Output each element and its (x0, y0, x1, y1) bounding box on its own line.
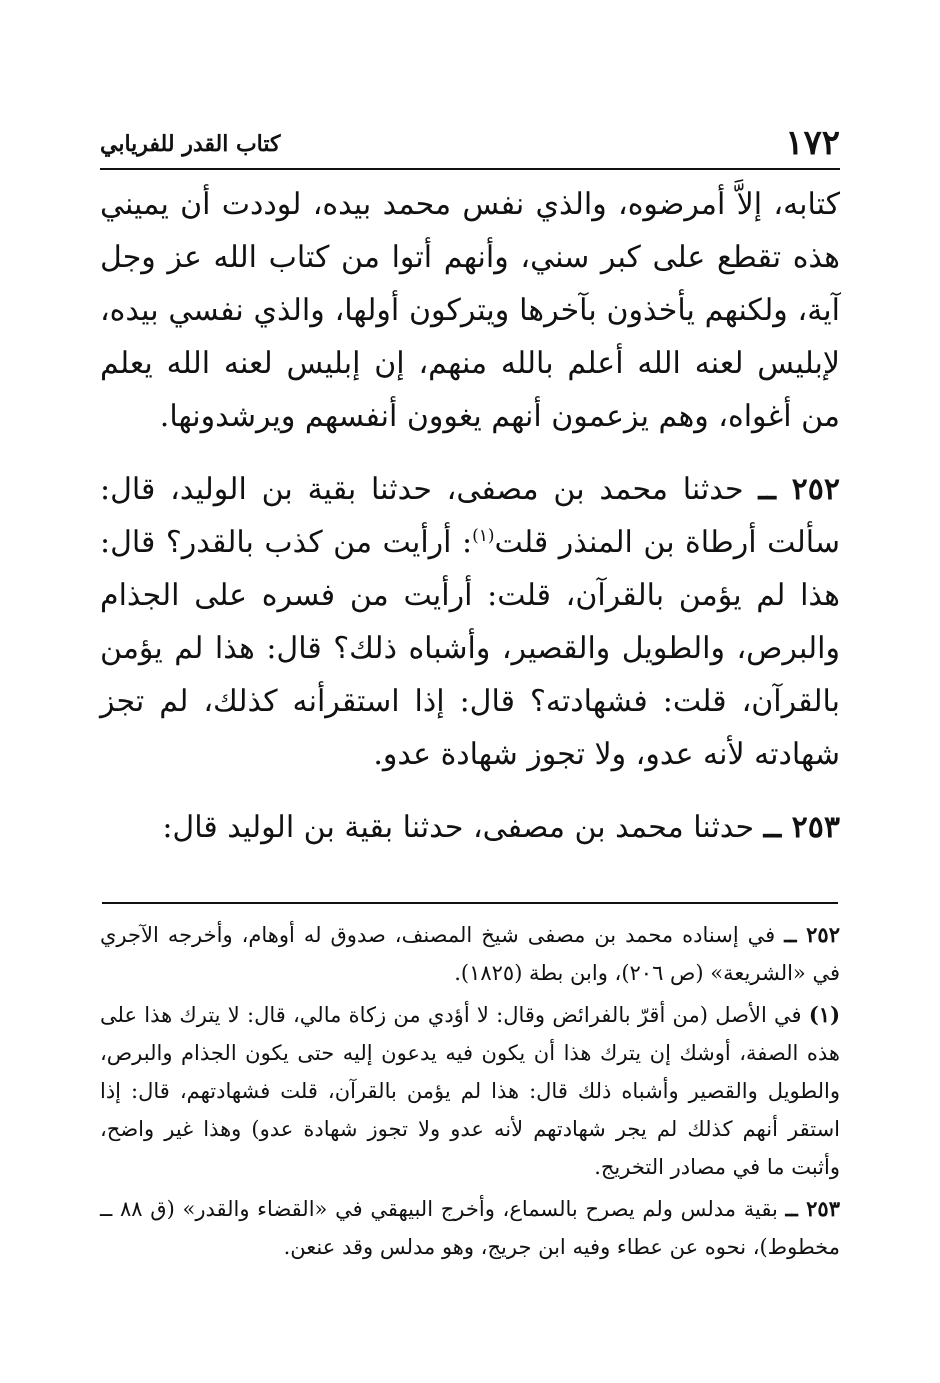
hadith-252 (100, 463, 840, 781)
footnote-252-text: في إسناده محمد بن مصفى شيخ المصنف، صدوق له أوهام، وأخرجه الآجري في «الشريعة» (ص ٢٠٦)، وابن بطة (١٨٢٥). (100, 923, 840, 985)
page-number: ١٧٢ (785, 123, 840, 163)
footnotes (100, 916, 840, 1270)
footnote-label-1: (١) (808, 1002, 840, 1027)
hadith-number-253: ٢٥٣ ــ (763, 810, 840, 845)
hadith-number-252: ٢٥٢ ــ (758, 472, 840, 507)
footnote-ref-1[interactable]: (١) (472, 526, 495, 546)
hadith-252-text-end: : أرأيت من كذب بالقدر؟ قال: هذا لم يؤمن بالقرآن، قلت: أرأيت من فسره على الجذام والبرص، والطويل والقصير، وأشباه ذلك؟ قال: هذا لم يؤمن بالقرآن، قلت: فشهادته؟ قال: إذا استقرأنه كذلك، لم تجز شهادته لأنه عدو، ولا تجوز شهادة عدو. (100, 525, 840, 772)
running-title: كتاب القدر للفريابي (100, 131, 281, 157)
footnote-label-252: ٢٥٢ ــ (784, 922, 840, 947)
footnote-label-253: ٢٥٣ ــ (785, 1196, 840, 1221)
footnote-253-text: بقية مدلس ولم يصرح بالسماع، وأخرج البيهقي في «القضاء والقدر» (ق ٨٨ ــ مخطوط)، نحوه عن عطاء وفيه ابن جريج، وهو مدلس وقد عنعن. (100, 1197, 840, 1259)
hadith-252-text-start: حدثنا محمد بن مصفى، حدثنا بقية بن الوليد، قال: سألت أرطاة بن المنذر قلت (100, 472, 840, 560)
footnote-1 (100, 996, 840, 1186)
footnote-1-text: في الأصل (من أقرّ بالفرائض وقال: لا أؤدي من زكاة مالي، قال: لا يترك هذا على هذه الصفة، أوشك إن يترك هذا أن يكون فيه يدعون إليه حتى يكون الجذام والبرص، والطويل والقصير وأشباه ذلك قال: هذا لم يؤمن بالقرآن، قلت فشهادتهم، قال: إذا استقر أنهم كذلك لم يجر شهادتهم لأنه عدو ولا تجوز شهادة عدو) وهذا غير واضح، وأثبت ما في مصادر التخريج. (100, 1003, 840, 1179)
footnote-253 (100, 1190, 840, 1266)
paragraph-continuation: كتابه، إلاَّ أمرضوه، والذي نفس محمد بيده، لوددت أن يميني هذه تقطع على كبر سني، وأنهم أتوا من كتاب الله عز وجل آية، ولكنهم يأخذون بآخرها ويتركون أولها، والذي نفسي بيده، لإبليس لعنه الله أعلم بالله منهم، إن إبليس لعنه الله يعلم من أغواه، وهم يزعمون أنهم يغوون أنفسهم ويرشدونها. (100, 187, 840, 434)
header-rule (100, 168, 840, 170)
hadith-253-text: حدثنا محمد بن مصفى، حدثنا بقية بن الوليد قال: (162, 810, 764, 845)
hadith-253 (100, 801, 840, 854)
footnote-separator (102, 902, 838, 904)
page-header (100, 118, 840, 168)
main-text (100, 178, 840, 854)
footnote-252 (100, 916, 840, 992)
